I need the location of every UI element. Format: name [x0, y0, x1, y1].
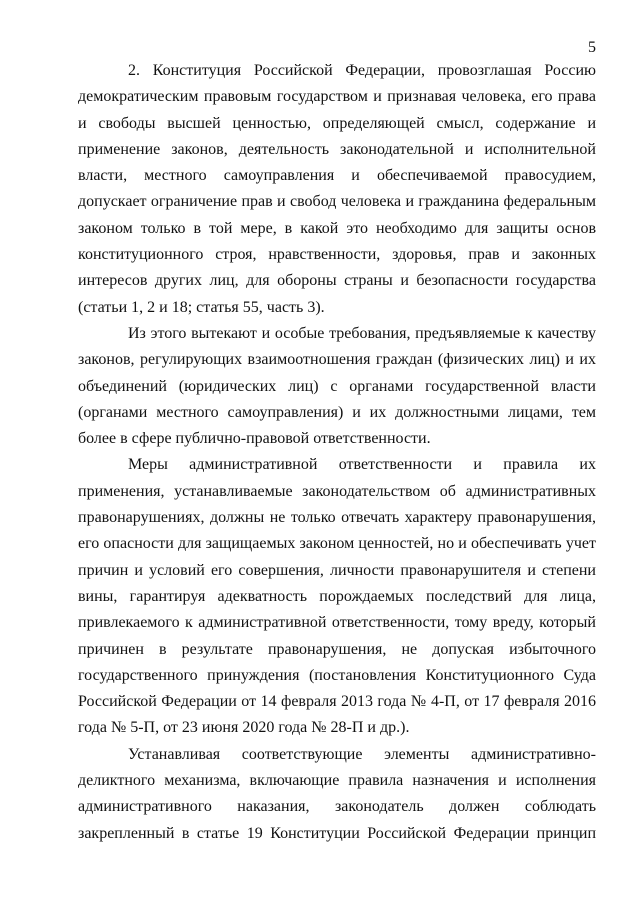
paragraph-1: 2. Конституция Российской Федерации, провозглашая Россию демократическим правовым государством и признавая человека, его права и свободы высшей ценностью, определяющей смысл, содержание и применение законов, деятельность законодательной и исполнительной власти, местного самоуправления и обеспечиваемой правосудием, допускает ограничение прав и свобод человека и гражданина федеральным законом только в той мере, в какой это необходимо для защиты основ конституционного строя, нравственности, здоровья, прав и законных интересов других лиц, для обороны страны и безопасности государства (статьи 1, 2 и 18; статья 55, часть 3). — [78, 62, 596, 316]
page-number: 5 — [588, 39, 596, 56]
paragraph-3: Меры административной ответственности и правила их применения, устанавливаемые законодательством об административных правонарушениях, должны не только отвечать характеру правонарушения, его опасности для защищаемых законом ценностей, но и обеспечивать учет причин и условий его совершения, личности правонарушителя и степени вины, гарантируя адекватность порождаемых последствий для лица, привлекаемого к административной ответственности, тому вреду, который причинен в результате правонарушения, не допуская избыточного государственного принуждения (постановления Конституционного Суда Российской Федерации от 14 февраля 2013 года № 4-П, от 17 февраля 2016 года № 5-П, от 23 июня 2020 года № 28-П и др.). — [78, 456, 596, 737]
paragraph-2: Из этого вытекают и особые требования, предъявляемые к качеству законов, регулирующих взаимоотношения граждан (физических лиц) и их объединений (юридических лиц) с органами государственной власти (органами местного самоуправления) и их должностными лицами, тем более в сфере публично-правовой ответственности. — [78, 324, 596, 448]
document-body — [78, 58, 596, 847]
paragraph-4: Устанавливая соответствующие элементы административно-деликтного механизма, включающие правила назначения и исполнения административного наказания, законодатель должен соблюдать закрепленный в статье 19 Конституции Российской Федерации принцип — [78, 745, 596, 842]
